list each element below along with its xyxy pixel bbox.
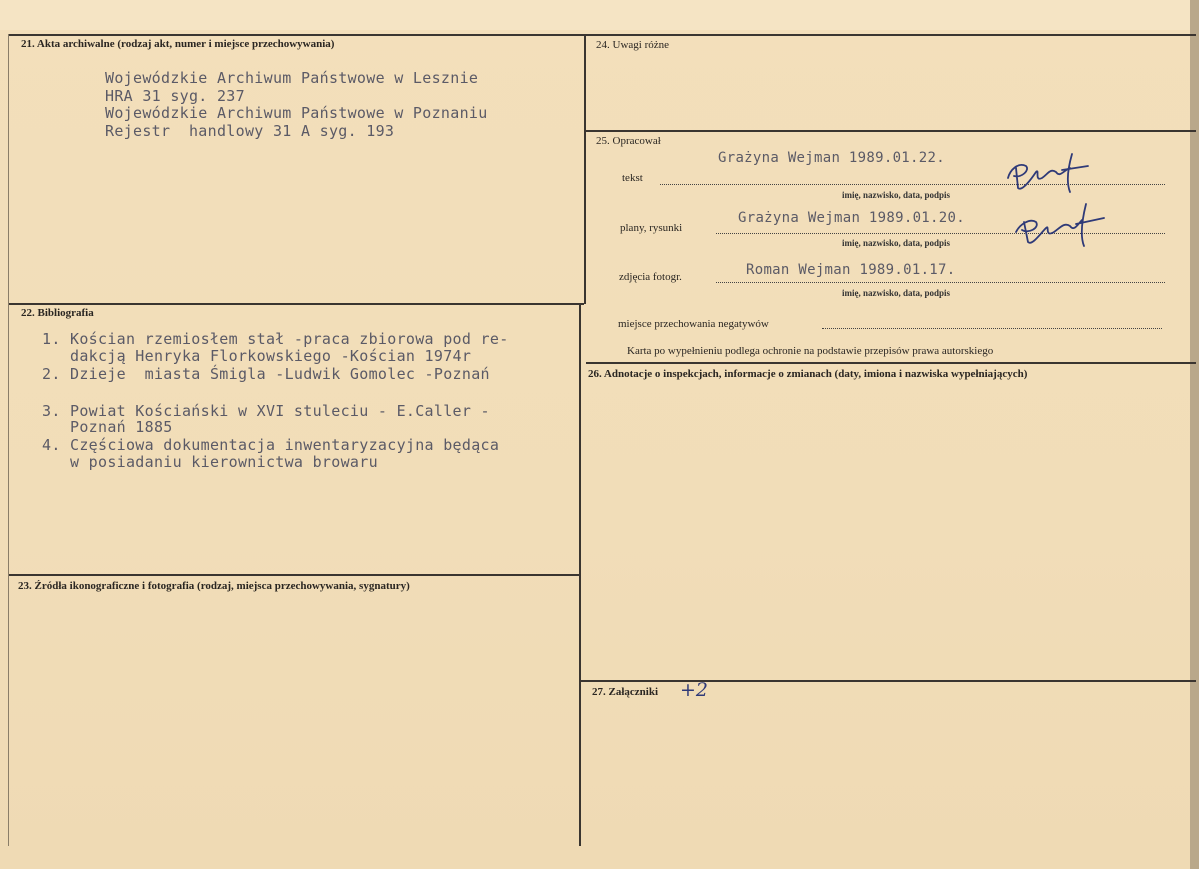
center-rule <box>584 34 586 304</box>
section-22-label: 22. Bibliografia <box>21 307 94 319</box>
bibliography-line-7: w posiadaniu kierownictwa browaru <box>42 453 378 471</box>
section-24-label: 24. Uwagi różne <box>596 39 670 51</box>
archive-line-2: HRA 31 syg. 237 <box>105 87 245 105</box>
plany-value: Grażyna Wejman 1989.01.20. <box>738 210 965 226</box>
bibliography-line-6: 4. Częściowa dokumentacja inwentaryzacyjna będąca <box>42 436 500 454</box>
section-26-label: 26. Adnotacje o inspekcjach, informacje o zmianach (daty, imiona i nazwiska wypełniających) <box>588 368 1028 380</box>
top-rule <box>8 34 1196 36</box>
bibliography-line-1: 1. Kościan rzemiosłem stał -praca zbiorowa pod re- <box>42 330 509 348</box>
zdjecia-caption: imię, nazwisko, data, podpis <box>842 288 951 298</box>
archive-line-4: Rejestr handlowy 31 A syg. 193 <box>105 122 395 140</box>
section-25-label: 25. Opracował <box>596 135 661 147</box>
section-23-label: 23. Źródła ikonograficzne i fotografia (rodzaj, miejsca przechowywania, sygnatury) <box>18 580 410 592</box>
signature-plany <box>1010 200 1110 250</box>
rule-26-27 <box>581 680 1196 682</box>
rule-21-22 <box>8 303 584 305</box>
rule-25-26 <box>586 362 1196 364</box>
bibliography-line-4: 3. Powiat Kościański w XVI stuleciu - E.Caller - <box>42 402 490 420</box>
section-21-label: 21. Akta archiwalne (rodzaj akt, numer i miejsce przechowywania) <box>21 38 335 50</box>
plany-label: plany, rysunki <box>620 222 683 234</box>
bibliography-line-5: Poznań 1885 <box>42 418 173 436</box>
archive-line-3: Wojewódzkie Archiwum Państwowe w Poznaniu <box>105 104 488 122</box>
rule-24-25 <box>586 130 1196 132</box>
top-strip <box>0 0 1199 30</box>
bibliography-line-3: 2. Dzieje miasta Śmigla -Ludwik Gomolec -Poznań <box>42 365 490 383</box>
section-27-label: 27. Załączniki <box>592 686 659 698</box>
bibliography-line-2: dakcją Henryka Florkowskiego -Kościan 1974r <box>42 347 472 365</box>
negatywy-line <box>822 328 1162 329</box>
copyright-notice: Karta po wypełnieniu podlega ochronie na podstawie przepisów prawa autorskiego <box>627 345 994 357</box>
left-rule <box>8 34 9 846</box>
tekst-label: tekst <box>622 172 643 184</box>
archive-line-1: Wojewódzkie Archiwum Państwowe w Lesznie <box>105 69 479 87</box>
rule-22-23 <box>8 574 581 576</box>
zdjecia-line <box>716 282 1165 283</box>
tekst-value: Grażyna Wejman 1989.01.22. <box>718 150 945 166</box>
zdjecia-label: zdjęcia fotogr. <box>619 271 682 283</box>
plany-caption: imię, nazwisko, data, podpis <box>842 238 951 248</box>
signature-tekst <box>1000 148 1100 196</box>
negatywy-label: miejsce przechowania negatywów <box>618 318 769 330</box>
zdjecia-value: Roman Wejman 1989.01.17. <box>746 262 956 278</box>
tekst-caption: imię, nazwisko, data, podpis <box>842 190 951 200</box>
attachments-handwritten: +2 <box>680 679 709 701</box>
